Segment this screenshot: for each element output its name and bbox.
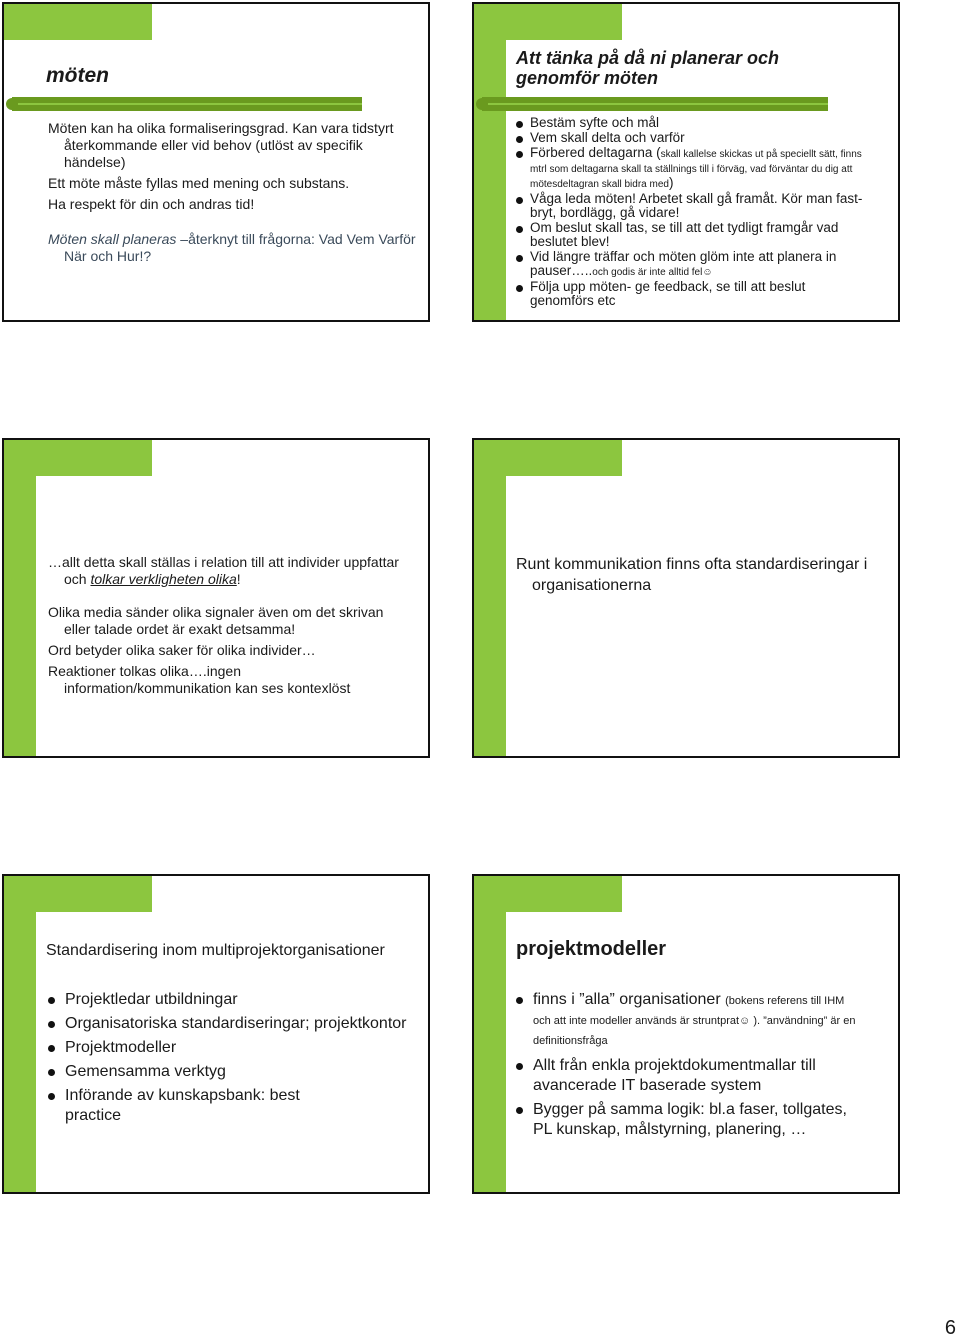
slide-decoration — [4, 4, 152, 40]
slide-body — [48, 554, 408, 701]
emphasis-text: tolkar verkligheten olika — [90, 571, 237, 587]
list-item-note: (bokens referens till IHM och att inte modeller används är struntprat☺ ). ”användning” är en definitionsfråga — [533, 995, 856, 1047]
list-item-text: finns i ”alla” organisationer — [533, 991, 726, 1008]
list-item-text: Organisatoriska standardiseringar; projektkontor — [65, 1015, 407, 1032]
list-item — [516, 280, 864, 308]
slide-body — [48, 990, 408, 1127]
slide-6 — [472, 874, 900, 1194]
list-item — [516, 1100, 864, 1140]
title-underline — [482, 97, 828, 111]
slide-title: Standardisering inom multiprojektorganisationer — [46, 942, 385, 959]
bullet-dot-icon — [6, 98, 18, 110]
title-underline — [12, 97, 362, 111]
body-paragraph: Ord betyder olika saker för olika individer… — [48, 642, 316, 658]
list-item-text: Bygger på samma logik: bl.a faser, tollgates, PL kunskap, målstyrning, planering, … — [533, 1101, 847, 1138]
slide-decoration — [474, 4, 506, 320]
body-paragraph: Möten kan ha olika formaliseringsgrad. Kan vara tidstyrt återkommande eller vid behov (utlöst av specifik händelse) — [48, 120, 394, 170]
slide-title: projektmodeller — [516, 938, 667, 960]
slide-decoration — [474, 876, 506, 1192]
slide-decoration — [4, 440, 36, 756]
list-item — [516, 192, 864, 220]
list-item-text: Vem skall delta och varför — [530, 130, 685, 145]
body-paragraph — [48, 231, 420, 265]
list-item — [516, 146, 864, 191]
list-item — [48, 990, 408, 1010]
bullet-dot-icon — [476, 98, 488, 110]
list-item-note: och godis är inte alltid fel☺ — [592, 267, 713, 278]
body-text: ! — [236, 571, 241, 587]
slide-title: Att tänka på då ni planerar och genomför möten — [516, 48, 780, 88]
slide-decoration — [474, 4, 622, 40]
slide-decoration — [474, 440, 622, 476]
body-paragraph: Runt kommunikation finns ofta standardiseringar i organisationerna — [516, 556, 868, 594]
list-item — [516, 1056, 864, 1096]
slide-decoration — [474, 440, 506, 756]
body-paragraph: Ha respekt för din och andras tid! — [48, 196, 255, 212]
slide-3 — [2, 438, 430, 758]
emphasis-text: Möten skall planeras — [48, 231, 177, 247]
slide-1 — [2, 2, 430, 322]
page-number: 6 — [944, 1317, 956, 1339]
list-item-text: Våga leda möten! Arbetet skall gå framåt. Kör man fast-bryt, bordlägg, gå vidare! — [530, 191, 863, 220]
list-item — [516, 250, 864, 279]
slide-decoration — [4, 876, 152, 912]
slide-body — [516, 990, 864, 1141]
body-paragraph: Reaktioner tolkas olika….ingen information/kommunikation kan ses kontexlöst — [48, 663, 351, 696]
body-text: …allt detta skall ställas i relation till att individer uppfattar och — [48, 554, 399, 587]
list-item-text: Allt från enkla projektdokumentmallar till avancerade IT baserade system — [533, 1057, 816, 1094]
list-item-text: Bestäm syfte och mål — [530, 115, 660, 130]
slide-body — [516, 554, 876, 600]
slide-4 — [472, 438, 900, 758]
list-item — [516, 221, 864, 249]
list-item-text: Vid längre träffar och möten glöm inte att planera in pauser….. — [530, 249, 837, 278]
slide-decoration — [4, 876, 36, 1192]
list-item-text: Om beslut skall tas, se till att det tydligt framgår vad beslutet blev! — [530, 220, 839, 249]
slide-5 — [2, 874, 430, 1194]
list-item-text: ) — [668, 175, 674, 190]
body-paragraph — [48, 554, 408, 588]
slide-body — [516, 116, 864, 309]
list-item-text: Följa upp möten- ge feedback, se till att beslut genomförs etc — [530, 279, 806, 308]
list-item — [48, 1014, 408, 1034]
list-item — [516, 990, 864, 1050]
list-item-text: Projektmodeller — [65, 1039, 177, 1056]
slide-body — [48, 120, 420, 269]
slide-decoration — [4, 440, 152, 476]
list-item — [516, 116, 864, 130]
slide-title: möten — [46, 64, 109, 87]
list-item-text: Projektledar utbildningar — [65, 991, 238, 1008]
body-paragraph: Ett möte måste fyllas med mening och substans. — [48, 175, 350, 191]
slide-decoration — [474, 876, 622, 912]
body-text: –återknyt till frågorna: Vad Vem Varför När och Hur!? — [64, 231, 416, 264]
list-item-text: Införande av kunskapsbank: best practice — [65, 1087, 300, 1124]
list-item-note: skall kallelse skickas ut på speciellt sätt, finns mtrl som deltagarna skall ta ställnings till i förväg, vad förväntar du dig att mötesdeltagran skall bidra med — [530, 149, 862, 190]
slide-2 — [472, 2, 900, 322]
list-item — [48, 1086, 305, 1126]
body-paragraph: Olika media sänder olika signaler även om det skrivan eller talade ordet är exakt detsamma! — [48, 604, 384, 637]
list-item-text: Gemensamma verktyg — [65, 1063, 226, 1080]
list-item — [516, 131, 864, 145]
list-item-text: Förbered deltagarna ( — [530, 145, 661, 160]
list-item — [48, 1038, 408, 1058]
list-item — [48, 1062, 408, 1082]
